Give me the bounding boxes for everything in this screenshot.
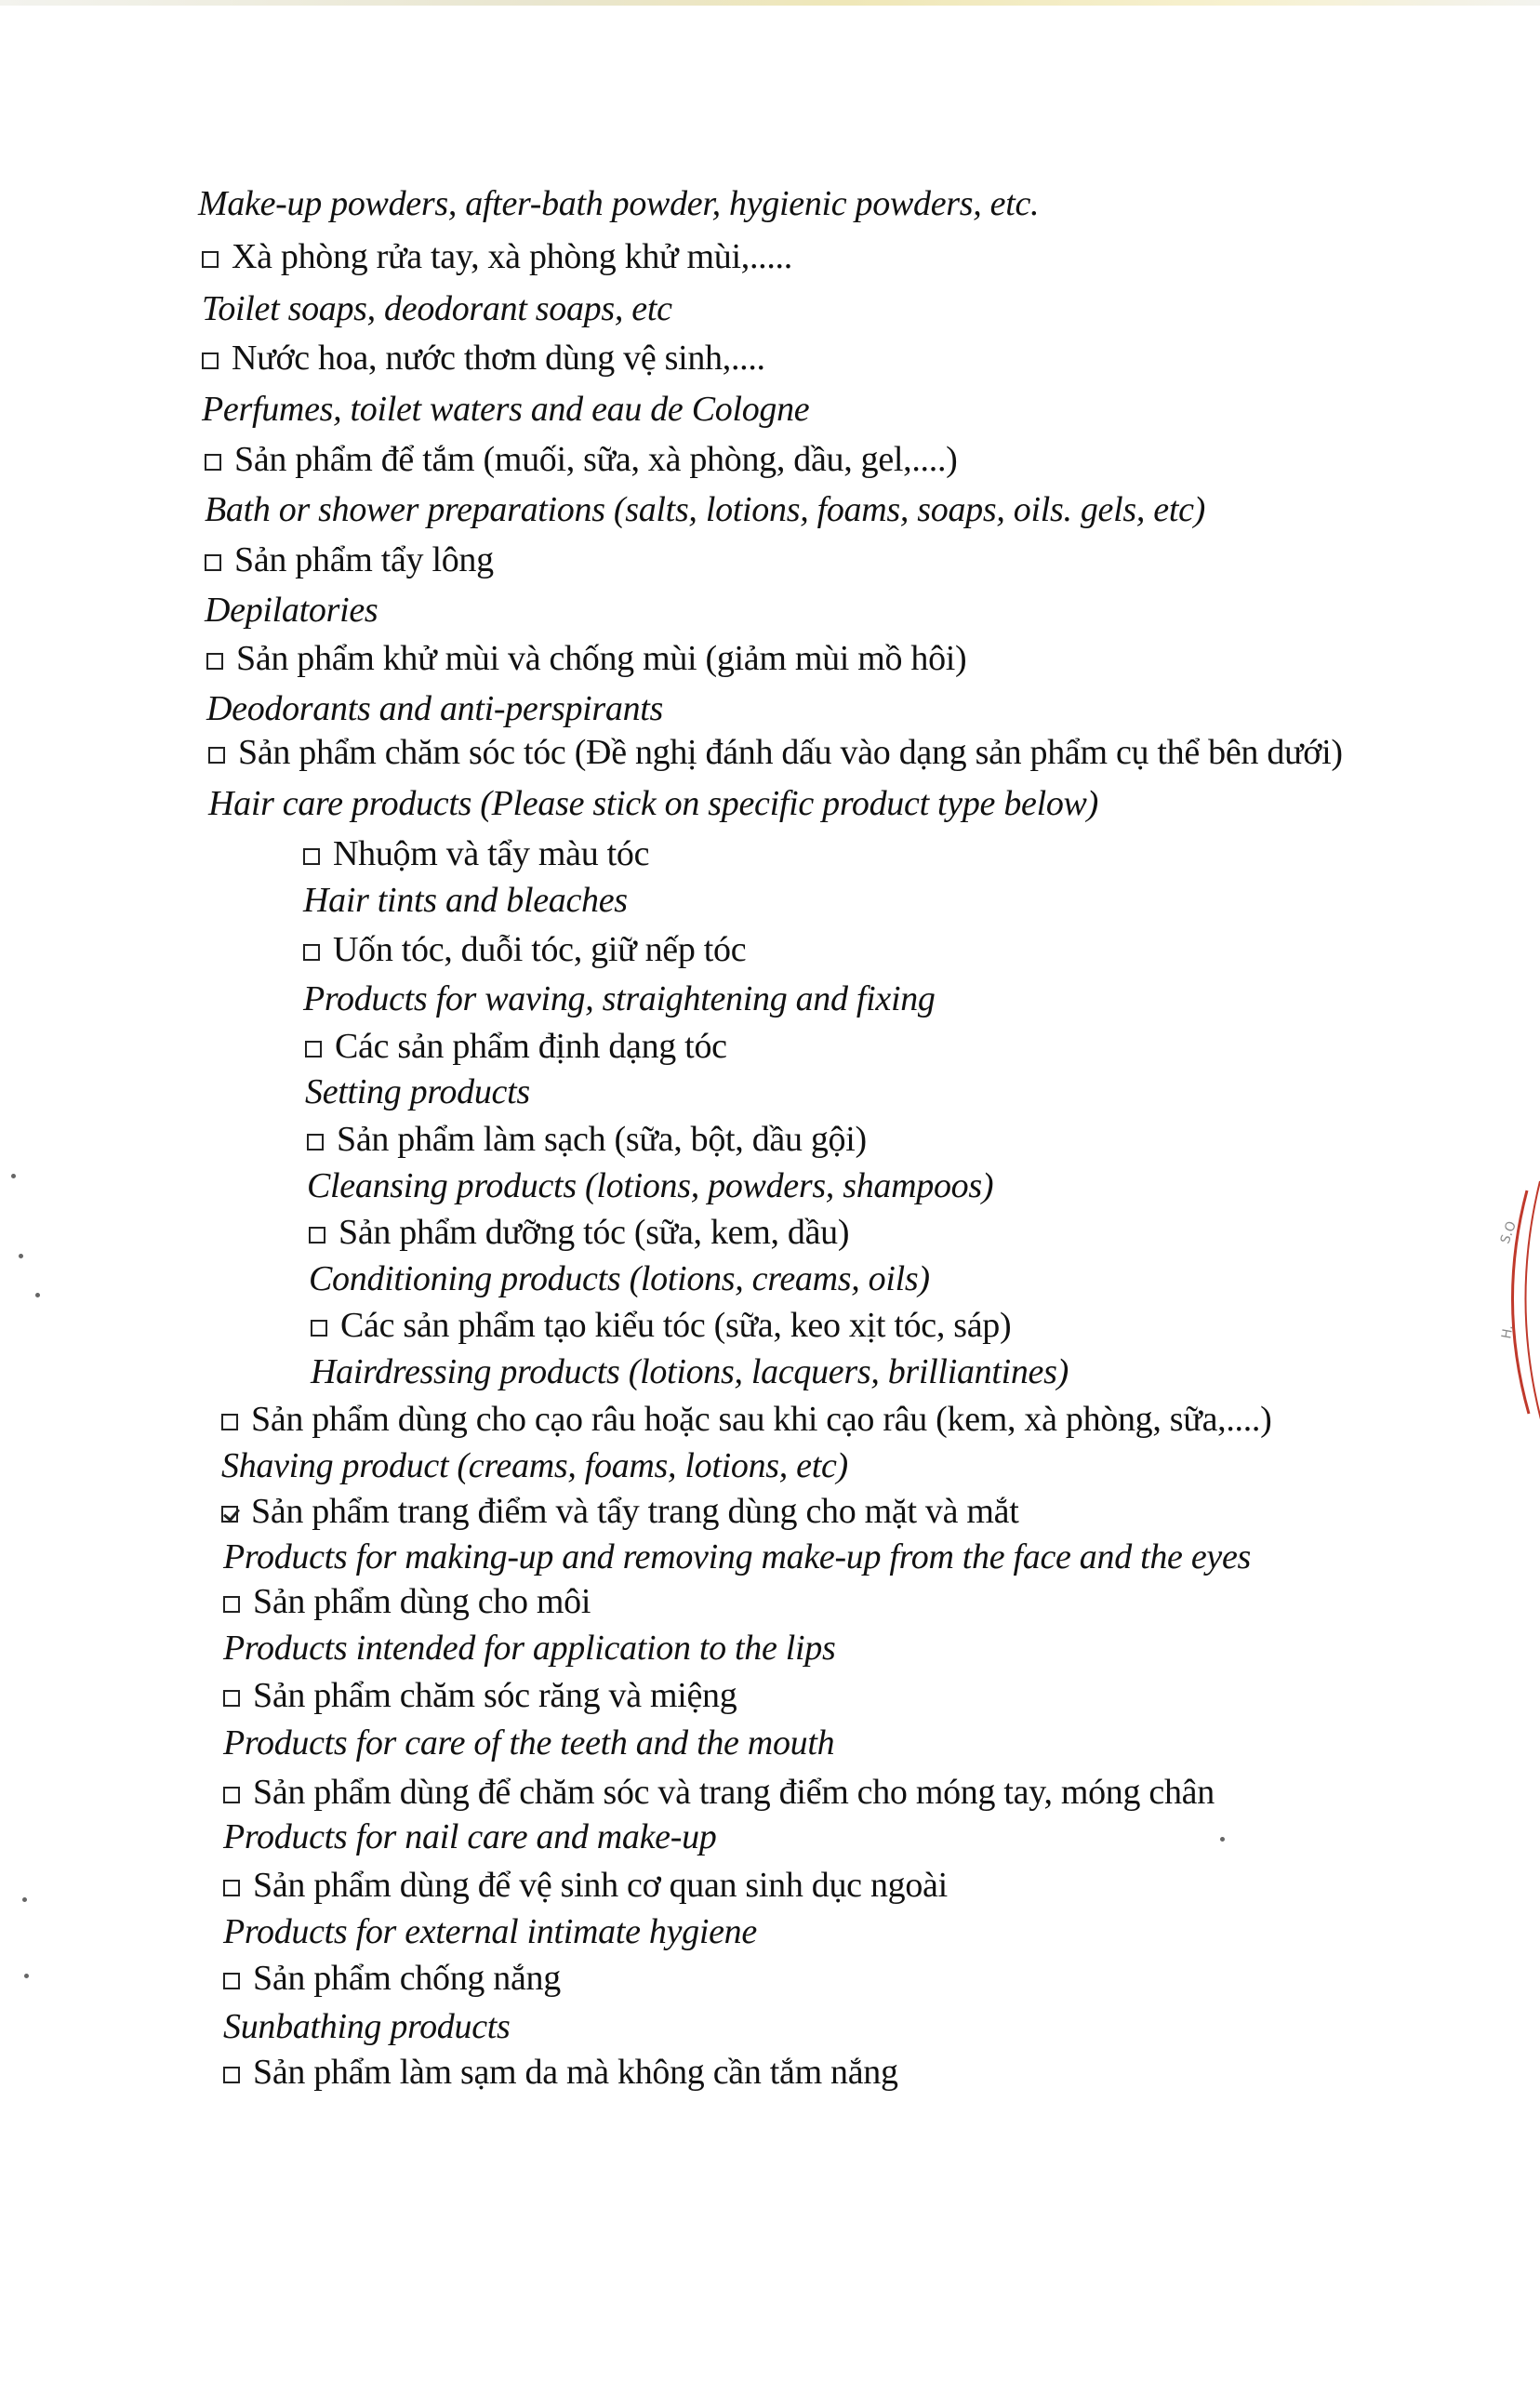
checked-checkbox-icon[interactable]	[221, 1506, 238, 1523]
svg-text:H.: H.	[1499, 1324, 1517, 1340]
item-label-en	[221, 1445, 848, 1486]
checkbox-icon[interactable]	[205, 554, 221, 571]
checkbox-item-checked	[221, 1491, 1018, 1532]
line-text: Toilet soaps, deodorant soaps, etc	[202, 289, 672, 328]
text-line	[198, 183, 1039, 224]
item-label-vi: Sản phẩm dùng để chăm sóc và trang điểm cho móng tay, móng chân	[253, 1773, 1215, 1812]
item-label-vi: Sản phẩm chăm sóc tóc (Đề nghị đánh dấu vào dạng sản phẩm cụ thể bên dưới)	[238, 733, 1343, 772]
checkbox-item	[307, 1119, 867, 1160]
item-label-en	[205, 590, 378, 631]
item-label-en	[223, 2006, 511, 2047]
scan-speck	[11, 1174, 16, 1178]
item-label-vi: Sản phẩm làm sạm da mà không cần tắm nắng	[253, 2053, 898, 2092]
line-text: Products for making-up and removing make-up from the face and the eyes	[223, 1537, 1252, 1576]
line-text: Products for nail care and make-up	[223, 1817, 717, 1856]
line-text: Sunbathing products	[223, 2007, 511, 2046]
checkbox-icon[interactable]	[223, 1690, 240, 1707]
checkbox-item	[202, 236, 792, 277]
scan-speck	[19, 1254, 23, 1258]
line-text: Perfumes, toilet waters and eau de Cologne	[202, 390, 810, 429]
item-label-en	[223, 1536, 1251, 1577]
item-label-vi: Sản phẩm tẩy lông	[234, 540, 494, 579]
checkbox-icon[interactable]	[311, 1320, 327, 1337]
checkbox-item	[223, 2052, 898, 2093]
item-label-vi: Sản phẩm dùng cho môi	[253, 1582, 591, 1621]
checkbox-icon[interactable]	[223, 1596, 240, 1613]
checkbox-item	[205, 439, 958, 480]
line-text: Conditioning products (lotions, creams, oils)	[309, 1259, 930, 1298]
checkbox-item	[223, 1958, 561, 1999]
item-label-vi: Nhuộm và tẩy màu tóc	[333, 834, 650, 873]
checkbox-item	[303, 833, 649, 874]
checkbox-icon[interactable]	[303, 848, 320, 865]
checkbox-icon[interactable]	[303, 944, 320, 961]
scan-speck	[24, 1974, 29, 1978]
checkbox-item	[202, 338, 765, 379]
item-label-en	[303, 978, 936, 1019]
item-label-vi: Sản phẩm khử mùi và chống mùi (giảm mùi mồ hôi)	[236, 639, 967, 678]
item-label-en	[311, 1351, 1069, 1392]
item-label-en	[202, 389, 809, 430]
checkbox-icon[interactable]	[223, 1973, 240, 1989]
checkbox-icon[interactable]	[223, 1787, 240, 1803]
item-label-vi: Sản phẩm chăm sóc răng và miệng	[253, 1676, 737, 1715]
line-text: Hair tints and bleaches	[303, 881, 628, 920]
line-text: Shaving product (creams, foams, lotions, etc)	[221, 1446, 848, 1485]
checkbox-item	[303, 929, 746, 970]
item-label-en	[223, 1816, 717, 1857]
line-text: Hair care products (Please stick on specific product type below)	[208, 784, 1098, 823]
item-label-vi: Sản phẩm dưỡng tóc (sữa, kem, dầu)	[339, 1213, 850, 1252]
item-label-en	[208, 783, 1098, 824]
item-label-vi: Xà phòng rửa tay, xà phòng khử mùi,.....	[232, 237, 792, 276]
scan-top-edge	[0, 0, 1540, 6]
line-text: Bath or shower preparations (salts, lotions, foams, soaps, oils. gels, etc)	[205, 490, 1206, 529]
line-text: Products for waving, straightening and fixing	[303, 979, 936, 1018]
item-label-vi: Sản phẩm dùng để vệ sinh cơ quan sinh dục ngoài	[253, 1866, 948, 1905]
checkbox-item	[305, 1026, 727, 1067]
checkbox-item	[311, 1305, 1011, 1346]
line-text: Deodorants and anti-perspirants	[206, 689, 664, 728]
scan-speck	[22, 1897, 27, 1902]
item-label-en	[309, 1258, 930, 1299]
item-label-en	[205, 489, 1205, 530]
checkbox-icon[interactable]	[223, 2067, 240, 2083]
item-label-en	[202, 288, 672, 329]
svg-text:S.O: S.O	[1497, 1219, 1520, 1246]
line-text: Depilatories	[205, 591, 378, 630]
checkbox-icon[interactable]	[307, 1134, 324, 1151]
item-label-vi: Các sản phẩm định dạng tóc	[335, 1027, 727, 1066]
item-label-en	[303, 880, 628, 921]
checkbox-icon[interactable]	[223, 1880, 240, 1896]
item-label-vi: Nước hoa, nước thơm dùng vệ sinh,....	[232, 339, 765, 378]
checkbox-icon[interactable]	[309, 1227, 325, 1244]
item-label-en	[307, 1165, 993, 1206]
checkbox-icon[interactable]	[221, 1414, 238, 1430]
checkbox-item	[208, 732, 1343, 773]
item-label-vi: Uốn tóc, duỗi tóc, giữ nếp tóc	[333, 930, 747, 969]
checkbox-item	[221, 1399, 1272, 1440]
checkbox-icon[interactable]	[205, 454, 221, 471]
line-text: Hairdressing products (lotions, lacquers, brilliantines)	[311, 1352, 1069, 1391]
checkbox-item	[206, 638, 966, 679]
item-label-en	[223, 1723, 834, 1763]
item-label-en	[223, 1628, 835, 1669]
scan-speck	[1220, 1837, 1225, 1842]
stamp-seal-icon	[1497, 1172, 1540, 1432]
checkbox-item	[309, 1212, 849, 1253]
item-label-en	[305, 1071, 530, 1112]
checkbox-icon[interactable]	[202, 251, 219, 268]
line-text: Make-up powders, after-bath powder, hygienic powders, etc.	[198, 184, 1040, 223]
checkbox-item	[205, 539, 494, 580]
item-label-en	[206, 688, 663, 729]
line-text: Products for care of the teeth and the mouth	[223, 1723, 835, 1762]
checkbox-icon[interactable]	[206, 653, 223, 670]
line-text: Products intended for application to the lips	[223, 1629, 836, 1668]
line-text: Cleansing products (lotions, powders, shampoos)	[307, 1166, 994, 1205]
checkbox-icon[interactable]	[202, 352, 219, 369]
item-label-vi: Các sản phẩm tạo kiểu tóc (sữa, keo xịt tóc, sáp)	[340, 1306, 1012, 1345]
item-label-en	[223, 1911, 757, 1952]
checkbox-item	[223, 1772, 1215, 1813]
item-label-vi: Sản phẩm dùng cho cạo râu hoặc sau khi cạo râu (kem, xà phòng, sữa,....)	[251, 1400, 1272, 1439]
item-label-vi: Sản phẩm làm sạch (sữa, bột, dầu gội)	[337, 1120, 867, 1159]
checkbox-icon[interactable]	[305, 1041, 322, 1057]
item-label-vi: Sản phẩm để tắm (muối, sữa, xà phòng, dầu, gel,....)	[234, 440, 958, 479]
checkbox-item	[223, 1581, 591, 1622]
checkbox-item	[223, 1675, 737, 1716]
line-text: Setting products	[305, 1072, 530, 1111]
item-label-vi: Sản phẩm trang điểm và tẩy trang dùng cho mặt và mắt	[251, 1492, 1019, 1531]
checkbox-icon[interactable]	[208, 747, 225, 764]
scan-speck	[35, 1293, 40, 1297]
line-text: Products for external intimate hygiene	[223, 1912, 757, 1951]
item-label-vi: Sản phẩm chống nắng	[253, 1959, 561, 1998]
checkbox-item	[223, 1865, 948, 1906]
